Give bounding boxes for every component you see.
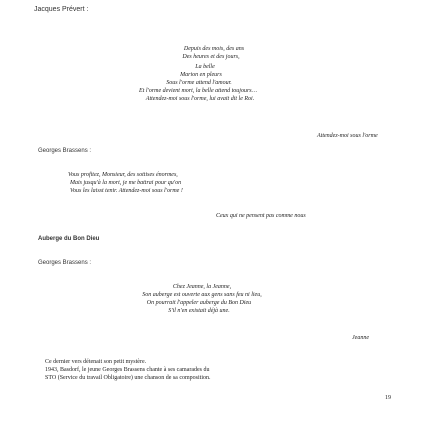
poem1-line: La belle [195, 64, 215, 70]
poem1-line: Attendez-moi sous l'orme, lui avait dit le Roi. [145, 96, 255, 102]
prose-line: STO (Service du travail Obligatoire) une chanson de sa composition. [45, 375, 211, 381]
poem1-line: Sous l'orme attend l'amour. [166, 80, 232, 86]
section-title: Auberge du Bon Dieu [38, 236, 100, 242]
poem3-line: On pourrait l'appeler auberge du Bon Dieu [146, 300, 252, 306]
poem3-line: S'il n'en existait déjà une. [168, 308, 230, 314]
poem3-closing-line: Jeanne [352, 335, 369, 341]
poem2-note: Ceux qui ne pensent pas comme nous [216, 213, 306, 219]
author-heading-text: Jacques Prévert : [34, 6, 89, 13]
poem1-line: Des heures et des jours, [182, 54, 240, 60]
poem1-closing-line: Attendez-moi sous l'orme [317, 133, 378, 139]
prose-line: 1943, Basdorf, le jeune Georges Brassens chante à ses camarades du [45, 367, 210, 373]
prose-line: Ce dernier vers détenait son petit mystère. [45, 359, 147, 365]
author-label: Georges Brassens : [38, 148, 92, 154]
poem1-line: Marion en pleurs [180, 72, 222, 78]
poem3-line: Son auberge est ouverte aux gens sans feu ni lieu, [142, 292, 262, 298]
page-number: 19 [385, 395, 391, 401]
poem2-line: Mais jusqu'à la mort, je me battrai pour qu'on [70, 180, 182, 186]
author-label: Georges Brassens : [38, 260, 92, 266]
author-heading [34, 6, 88, 13]
poem3-line: Chez Jeanne, la Jeanne, [172, 284, 232, 290]
poem2-line: Vous profitez, Monsieur, des sottises énormes, [68, 172, 178, 178]
poem1-line: Depuis des mois, des ans [183, 46, 245, 52]
poem2-line: Vous les laisst tenir. Attendez-moi sous l'orme ! [70, 188, 183, 194]
poem1-line: Et l'orme devient mort, la belle attend toujours… [139, 88, 257, 94]
